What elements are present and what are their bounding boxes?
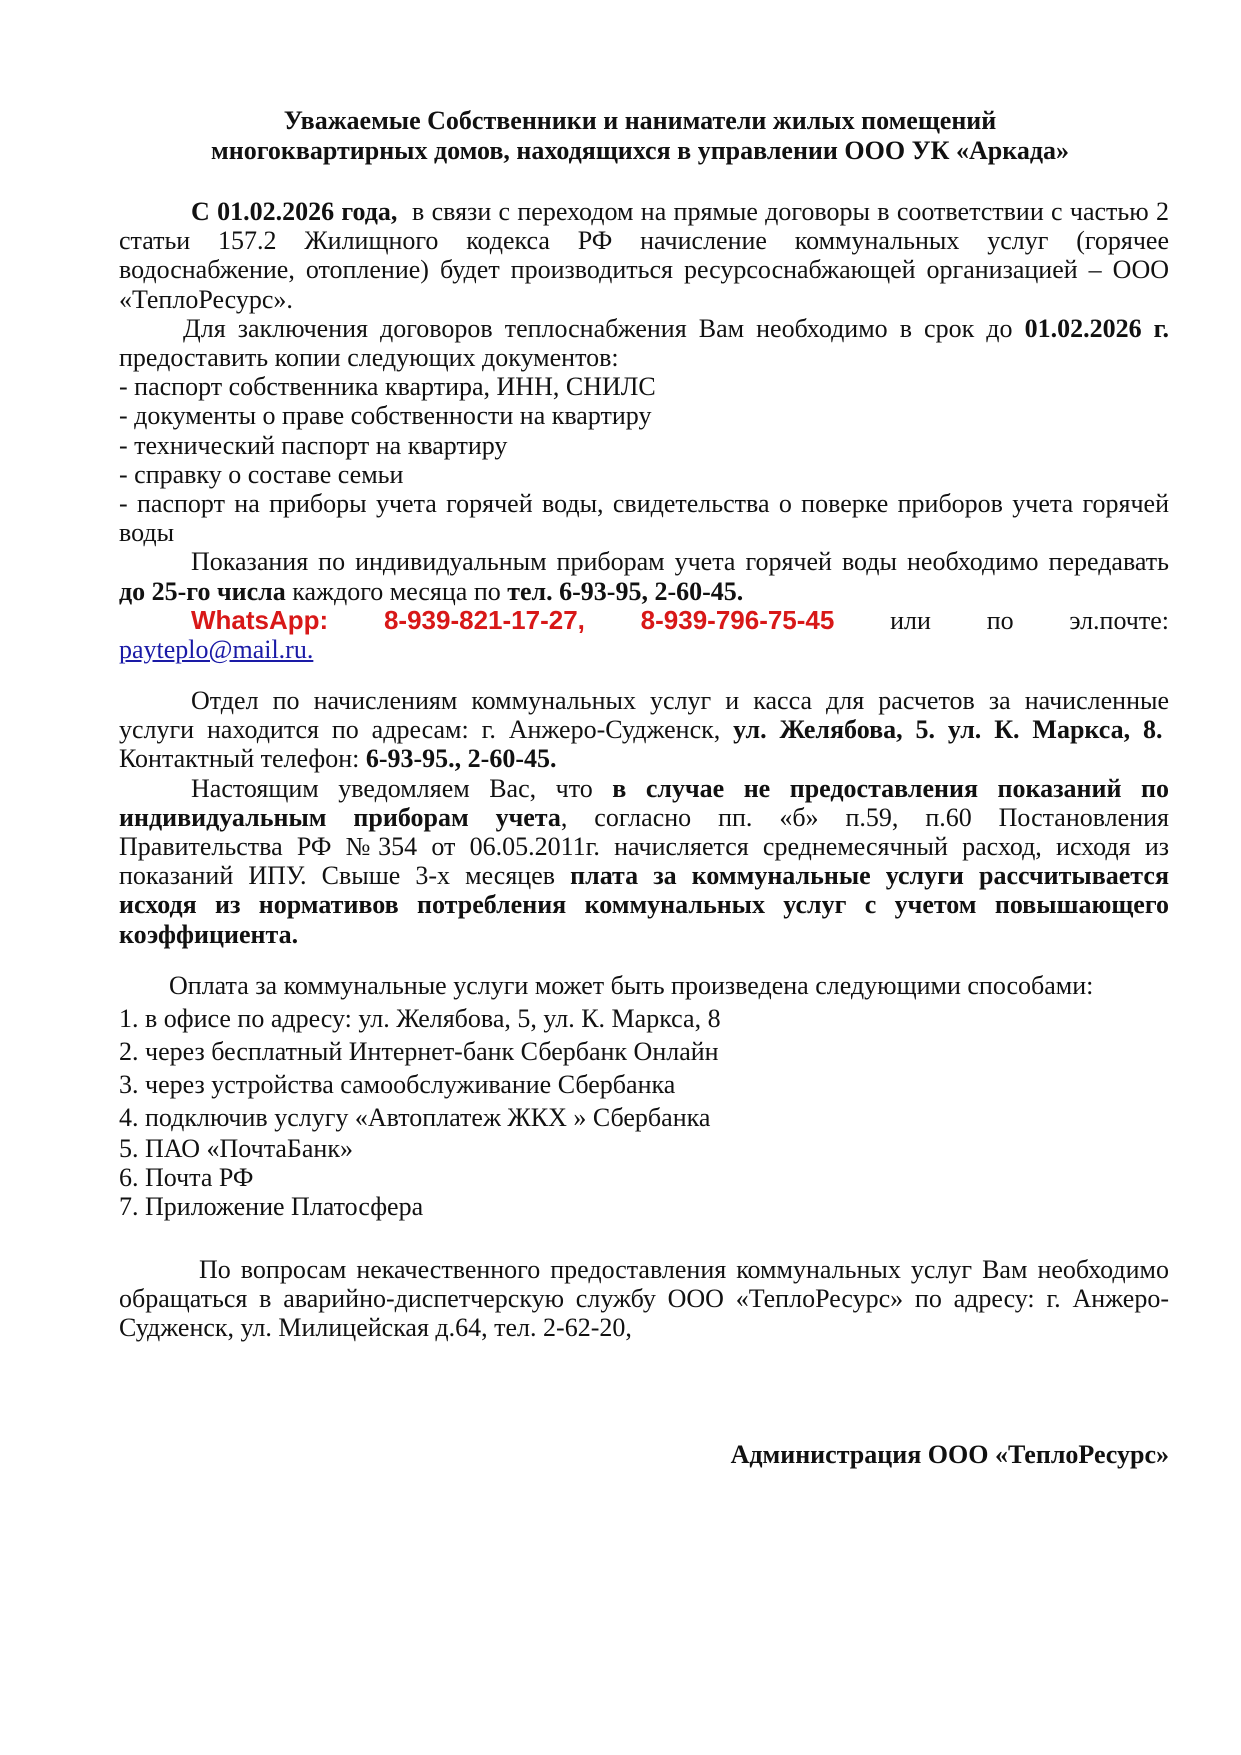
title-line-1: Уважаемые Собственники и наниматели жилых помещений <box>283 106 997 135</box>
notice-bold-a: в случае не предоставления показаний по индивидуальным приборам учета <box>119 773 1169 832</box>
page-title <box>140 106 1140 166</box>
whatsapp-label: WhatsApp: <box>191 604 329 635</box>
payment-method-item: 1. в офисе по адресу: ул. Желябова, 5, ул. К. Маркса, 8 <box>119 1004 721 1033</box>
whatsapp-phone-2[interactable]: 8-939-796-75-45 <box>640 604 835 635</box>
billing-text-a: Отдел по начислениям коммунальных услуг и касса для расчетов за начисленные услуги находится по адресам: г. Анжеро-Судженск, <box>119 686 1169 745</box>
body-block-4 <box>119 1255 1169 1343</box>
payment-method-item: 6. Почта РФ <box>119 1163 254 1192</box>
readings-deadline: до 25-го числа <box>119 576 286 606</box>
contract-text-a: Для заключения договоров теплоснабжения Вам необходимо в срок до <box>183 313 1013 343</box>
document-item: - документы о праве собственности на квартиру <box>119 401 652 431</box>
contract-text-b: предоставить копии следующих документов: <box>119 343 619 373</box>
document-item: - паспорт собственника квартира, ИНН, СНИЛС <box>119 372 656 402</box>
readings-text-a: Показания по индивидуальным приборам учета горячей воды необходимо передавать <box>191 547 1169 577</box>
paragraph-notice <box>119 774 1169 949</box>
payment-method-item: 4. подключив услугу «Автоплатеж ЖКХ » Сбербанка <box>119 1103 711 1132</box>
email-line <box>119 635 1169 664</box>
body-block-1 <box>119 197 1169 664</box>
document-item: - справку о составе семьи <box>119 459 404 489</box>
payment-intro: Оплата за коммунальные услуги может быть произведена следующими способами: <box>169 971 1094 1000</box>
title-line-2: многоквартирных домов, находящихся в управлении ООО УК «Аркада» <box>211 136 1069 165</box>
whatsapp-line <box>119 606 1169 635</box>
payment-method-item: 7. Приложение Платосфера <box>119 1192 424 1221</box>
documents-list <box>119 372 1169 547</box>
payment-method-item: 2. через бесплатный Интернет-банк Сбербанк Онлайн <box>119 1037 719 1066</box>
by-word: по <box>986 605 1014 635</box>
transition-text: в связи с переходом на прямые договоры в соответствии с частью 2 статьи 157.2 Жилищного кодекса РФ начисление коммунальных услуг (горячее водоснабжение, отопление) будет производиться ресурсоснабжающей организацией – ООО «ТеплоРесурс». <box>119 197 1169 314</box>
signature: Администрация ООО «ТеплоРесурс» <box>730 1440 1169 1469</box>
billing-addresses: ул. Желябова, 5. ул. К. Маркса, 8. <box>733 715 1163 745</box>
paragraph-contract <box>119 314 1169 372</box>
payment-methods-list <box>119 1002 1169 1221</box>
document-item: - технический паспорт на квартиру <box>119 430 508 460</box>
payment-method-item: 3. через устройства самообслуживание Сбербанка <box>119 1070 676 1099</box>
paragraph-transition <box>119 197 1169 314</box>
email-label: эл.почте: <box>1069 605 1169 635</box>
paragraph-meter-readings <box>119 547 1169 605</box>
document-item: - паспорт на приборы учета горячей воды, свидетельства о поверке приборов учета горячей воды <box>119 489 1169 548</box>
contract-deadline: 01.02.2026 г. <box>1024 313 1170 343</box>
readings-text-b: каждого месяца по <box>292 576 501 606</box>
notice-bold-b: плата за коммунальные услуги рассчитывается исходя из нормативов потребления коммунальных услуг с учетом повышающего коэффициента. <box>119 861 1170 949</box>
paragraph-billing-office <box>119 686 1169 774</box>
payment-method-item: 5. ПАО «ПочтаБанк» <box>119 1134 353 1163</box>
body-block-3 <box>119 969 1169 1221</box>
readings-phones: тел. 6-93-95, 2-60-45. <box>507 576 744 606</box>
notice-text-b: , согласно пп. «б» п.59, п.60 Постановления Правительства РФ №354 от 06.05.2011г. начисляется среднемесячный расход, исходя из показаний ИПУ. Свыше 3-х месяцев <box>119 802 1169 891</box>
email-link[interactable]: payteplo@mail.ru. <box>119 635 314 665</box>
billing-text-b: Контактный телефон: <box>119 744 360 774</box>
notice-text-a: Настоящим уведомляем Вас, что <box>191 773 593 803</box>
whatsapp-phone-1[interactable]: 8-939-821-17-27, <box>383 604 585 635</box>
paragraph-emergency: По вопросам некачественного предоставления коммунальных услуг Вам необходимо обращаться в аварийно-диспетчерскую службу ООО «ТеплоРесурс» по адресу: г. Анжеро-Судженск, ул. Милицейская д.64, тел. 2-62-20, <box>119 1255 1169 1343</box>
or-word: или <box>890 605 931 635</box>
body-block-2 <box>119 686 1169 949</box>
billing-phones: 6-93-95., 2-60-45. <box>365 744 557 774</box>
effective-date: С 01.02.2026 года, <box>191 197 398 226</box>
